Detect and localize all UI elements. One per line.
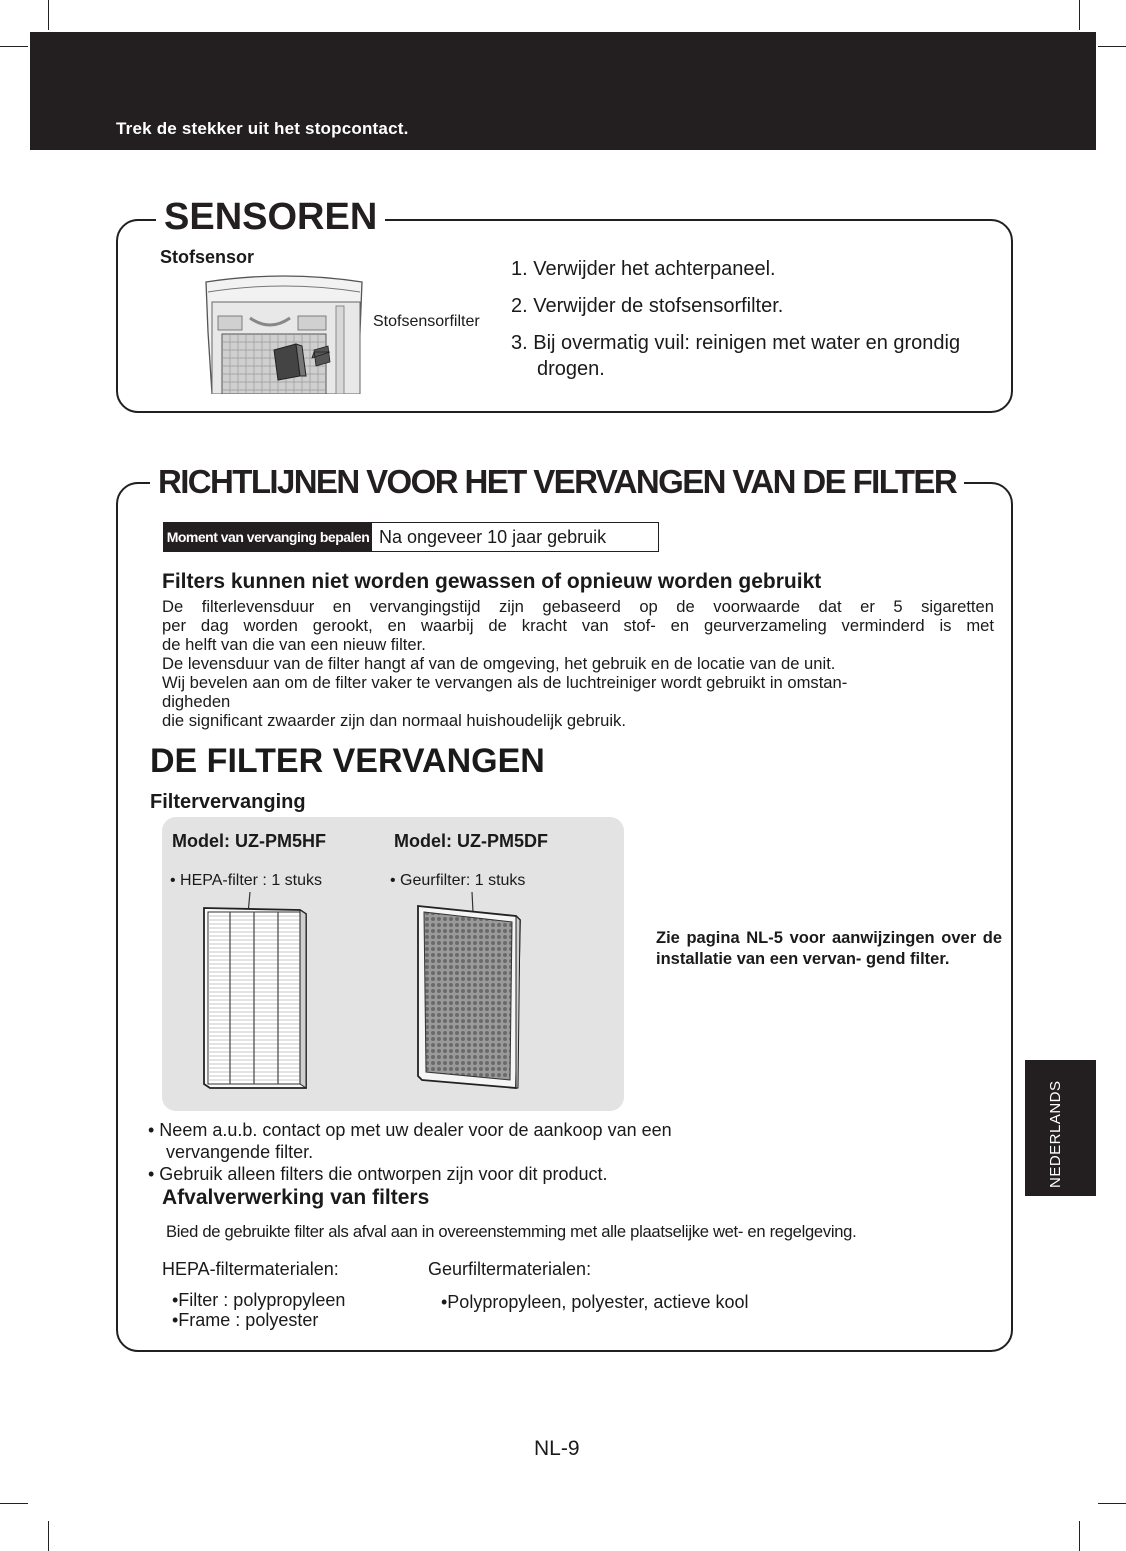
installation-note: Zie pagina NL-5 voor aanwijzingen over de installatie van een vervan- gend filter. <box>656 929 1002 968</box>
language-tab <box>1025 1060 1096 1196</box>
replacement-moment-label: Moment van vervanging bepalen <box>164 523 372 551</box>
guidelines-paragraph <box>162 597 994 730</box>
guidelines-heading: Filters kunnen niet worden gewassen of opnieuw worden gebruikt <box>162 570 822 593</box>
hepa-materials-list <box>172 1290 345 1330</box>
header-instruction: Trek de stekker uit het stopcontact. <box>116 119 409 138</box>
paragraph-line: de helft van die van een nieuw filter. <box>162 635 426 654</box>
replace-bullets <box>148 1119 672 1185</box>
crop-mark <box>48 1521 49 1551</box>
sensor-step: 1. Verwijder het achterpaneel. <box>511 258 776 280</box>
bullet-line: • Gebruik alleen filters die ontworpen zijn voor dit product. <box>148 1164 608 1184</box>
crop-mark <box>1079 0 1080 30</box>
crop-mark <box>0 46 28 47</box>
sensor-step-continued: drogen. <box>537 358 605 380</box>
replace-title: DE FILTER VERVANGEN <box>150 742 545 780</box>
crop-mark <box>1079 1521 1080 1551</box>
model-a-item: • HEPA-filter : 1 stuks <box>170 872 323 889</box>
sensor-steps <box>511 256 1011 382</box>
sensor-step: 3. Bij overmatig vuil: reinigen met water en grondig <box>511 332 961 354</box>
language-tab-label: NEDERLANDS <box>1047 1080 1064 1188</box>
crop-mark <box>1098 46 1126 47</box>
purifier-illustration <box>200 272 368 394</box>
paragraph-line: digheden <box>162 692 231 711</box>
sensor-filter-callout: Stofsensorfilter <box>373 313 480 330</box>
model-a-name: Model: UZ-PM5HF <box>172 831 326 851</box>
paragraph-line: Wij bevelen aan om de filter vaker te vervangen als de luchtreiniger wordt gebruikt in omstan- <box>162 673 848 692</box>
page-number: NL-9 <box>534 1437 580 1460</box>
crop-mark <box>48 0 49 30</box>
replacement-moment-value: Na ongeveer 10 jaar gebruik <box>379 527 607 547</box>
sensors-subtitle: Stofsensor <box>160 247 255 267</box>
odor-materials-list <box>441 1291 748 1313</box>
guidelines-title: RICHTLIJNEN VOOR HET VERVANGEN VAN DE FILTER <box>150 461 964 503</box>
hepa-materials-label: HEPA-filtermaterialen: <box>162 1259 339 1279</box>
replacement-moment-box <box>163 522 659 552</box>
hepa-material-item: •Filter : polypropyleen <box>172 1290 346 1310</box>
model-b-name: Model: UZ-PM5DF <box>394 831 548 851</box>
sensors-title: SENSOREN <box>156 196 385 238</box>
disposal-intro: Bied de gebruikte filter als afval aan in overeenstemming met alle plaatselijke wet- en regelgeving. <box>166 1222 857 1241</box>
paragraph-line: die significant zwaarder zijn dan normaal huishoudelijk gebruik. <box>162 711 626 730</box>
odor-filter-illustration <box>412 892 526 1092</box>
paragraph-line: per dag worden gerookt, en waarbij de kracht van stof- en geurverzameling verminderd is met <box>162 616 994 635</box>
odor-materials-label: Geurfiltermaterialen: <box>428 1259 592 1279</box>
hepa-material-item: •Frame : polyester <box>172 1310 319 1330</box>
disposal-title: Afvalverwerking van filters <box>162 1186 430 1209</box>
sensor-step: 2. Verwijder de stofsensorfilter. <box>511 295 784 317</box>
replace-subtitle: Filtervervanging <box>150 791 306 813</box>
bullet-line: • Neem a.u.b. contact op met uw dealer voor de aankoop van een <box>148 1120 672 1140</box>
crop-mark <box>0 1503 28 1504</box>
bullet-line: vervangende filter. <box>166 1142 314 1162</box>
odor-material-item: •Polypropyleen, polyester, actieve kool <box>441 1292 749 1312</box>
paragraph-line: De filterlevensduur en vervangingstijd zijn gebaseerd op de voorwaarde dat er 5 sigaretten <box>162 597 994 616</box>
paragraph-line: De levensduur van de filter hangt af van de omgeving, het gebruik en de locatie van de unit. <box>162 654 836 673</box>
hepa-filter-illustration <box>200 892 312 1092</box>
crop-mark <box>1098 1503 1126 1504</box>
model-b-item: • Geurfilter: 1 stuks <box>390 872 526 889</box>
